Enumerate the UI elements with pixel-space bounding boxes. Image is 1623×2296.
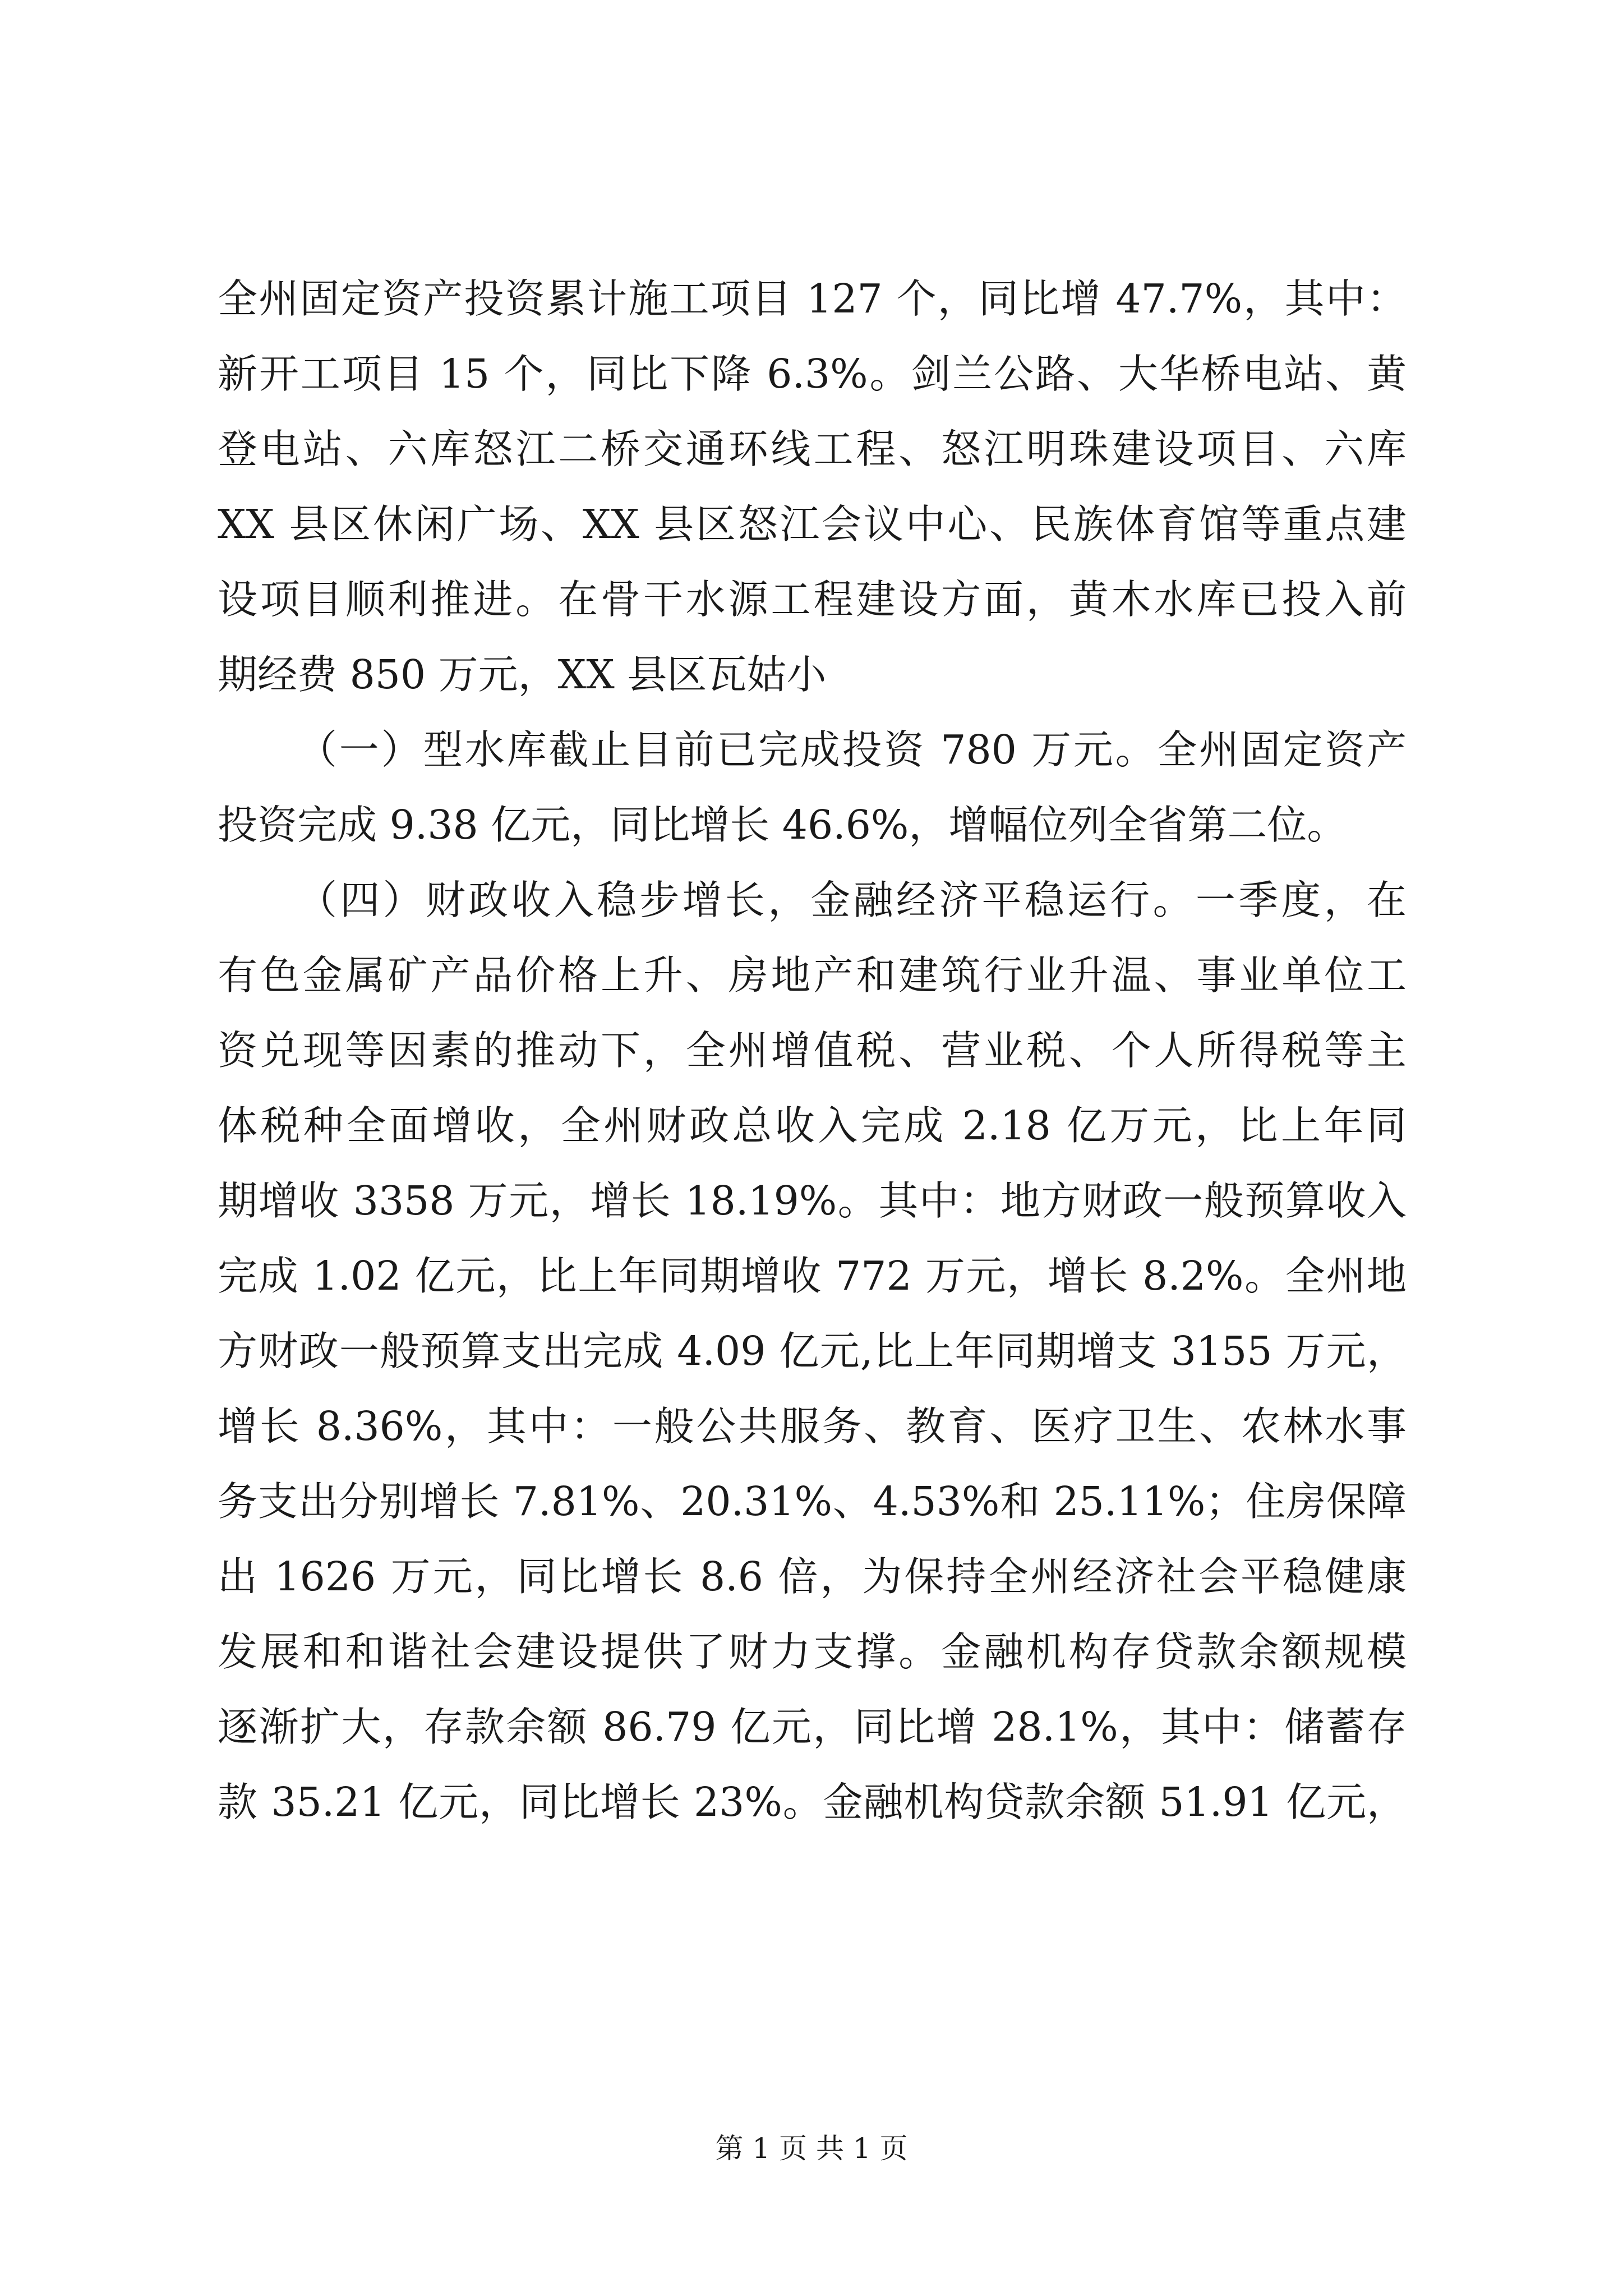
text-line: 有色金属矿产品价格上升、房地产和建筑行业升温、事业单位工 bbox=[218, 952, 1407, 999]
text-line: 期经费 850 万元，XX 县区瓦姑小 bbox=[218, 651, 827, 698]
paragraph-start-line: （四）财政收入稳步增长，金融经济平稳运行。一季度，在 bbox=[297, 877, 1407, 923]
text-line: 款 35.21 亿元，同比增长 23%。金融机构贷款余额 51.91 亿元， bbox=[218, 1779, 1407, 1825]
text-line: 方财政一般预算支出完成 4.09 亿元,比上年同期增支 3155 万元， bbox=[218, 1328, 1407, 1374]
text-line: 全州固定资产投资累计施工项目 127 个，同比增 47.7%，其中： bbox=[218, 275, 1407, 322]
text-line: 增长 8.36%，其中：一般公共服务、教育、医疗卫生、农林水事 bbox=[218, 1403, 1407, 1450]
text-line: 逐渐扩大，存款余额 86.79 亿元，同比增 28.1%，其中：储蓄存 bbox=[218, 1704, 1407, 1750]
paragraph-start-line: （一）型水库截止目前已完成投资 780 万元。全州固定资产 bbox=[297, 726, 1407, 773]
document-body bbox=[218, 261, 1407, 1840]
text-line: 体税种全面增收，全州财政总收入完成 2.18 亿万元，比上年同 bbox=[218, 1102, 1407, 1149]
text-line: 出 1626 万元，同比增长 8.6 倍，为保持全州经济社会平稳健康 bbox=[218, 1553, 1407, 1600]
text-line: 登电站、六库怒江二桥交通环线工程、怒江明珠建设项目、六库 bbox=[218, 426, 1407, 472]
text-line: 新开工项目 15 个，同比下降 6.3%。剑兰公路、大华桥电站、黄 bbox=[218, 351, 1407, 397]
text-line: 期增收 3358 万元，增长 18.19%。其中：地方财政一般预算收入 bbox=[218, 1177, 1407, 1224]
text-line: 务支出分别增长 7.81%、20.31%、4.53%和 25.11%；住房保障 bbox=[218, 1478, 1407, 1525]
text-line: 投资完成 9.38 亿元，同比增长 46.6%，增幅位列全省第二位。 bbox=[218, 802, 1347, 848]
text-line: 发展和和谐社会建设提供了财力支撑。金融机构存贷款余额规模 bbox=[218, 1628, 1407, 1675]
page-number-label: 第 1 页 共 1 页 bbox=[715, 2132, 908, 2165]
text-line: XX 县区休闲广场、XX 县区怒江会议中心、民族体育馆等重点建 bbox=[218, 501, 1407, 547]
text-line: 资兑现等因素的推动下，全州增值税、营业税、个人所得税等主 bbox=[218, 1027, 1407, 1074]
page-footer bbox=[0, 2132, 1623, 2165]
text-line: 完成 1.02 亿元，比上年同期增收 772 万元，增长 8.2%。全州地 bbox=[218, 1253, 1407, 1299]
text-line: 设项目顺利推进。在骨干水源工程建设方面，黄木水库已投入前 bbox=[218, 576, 1407, 623]
